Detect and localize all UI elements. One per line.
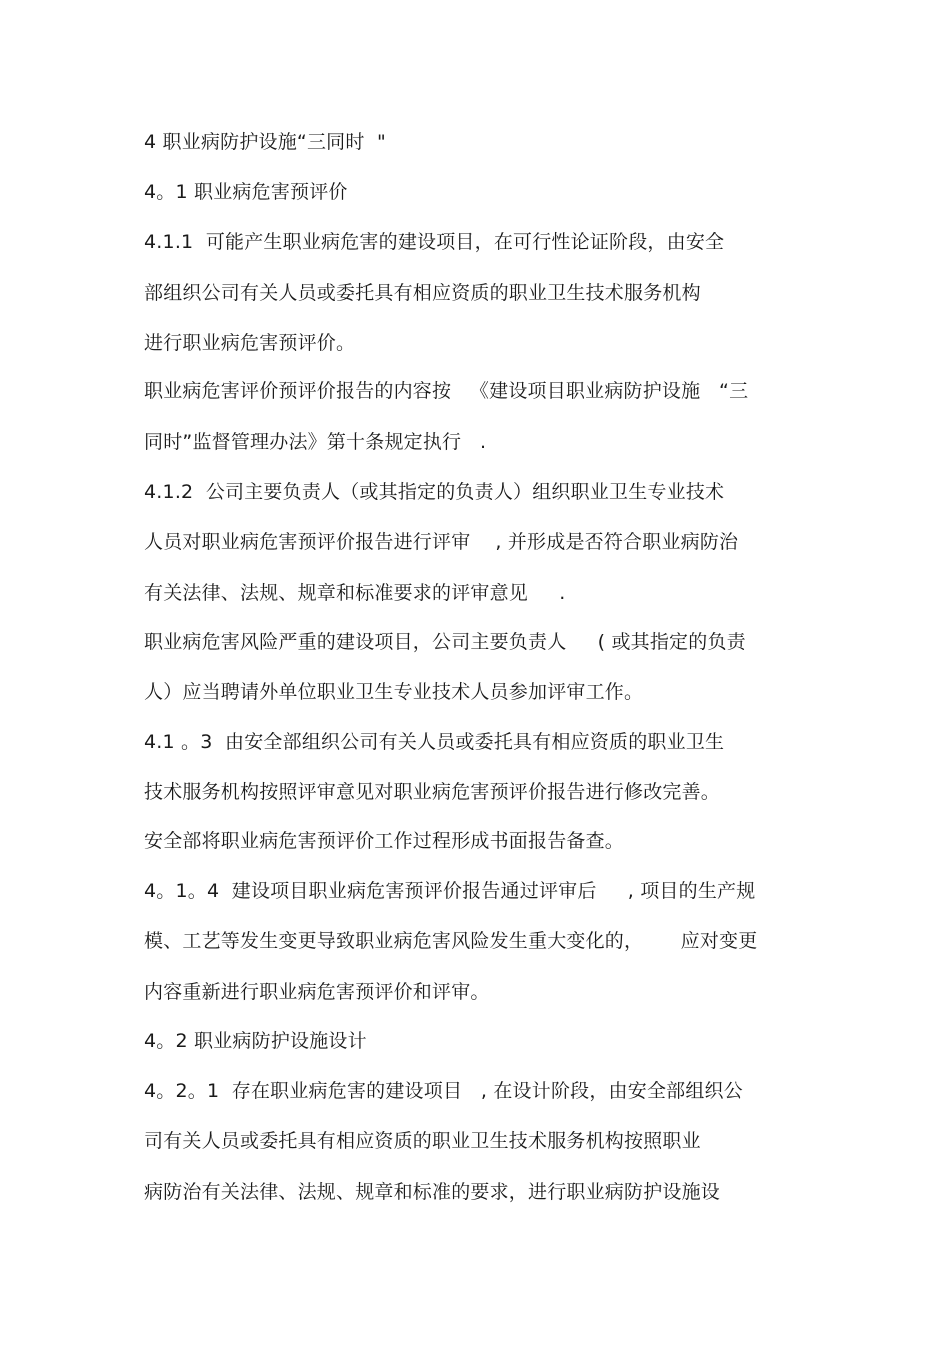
paragraph-line: 安全部将职业病危害预评价工作过程形成书面报告备查。: [144, 830, 625, 852]
paragraph-line: 司有关人员或委托具有相应资质的职业卫生技术服务机构按照职业: [144, 1130, 701, 1152]
paragraph-line: 有关法律、法规、规章和标准要求的评审意见 .: [144, 582, 566, 604]
paragraph-line: 职业病危害风险严重的建设项目，公司主要负责人 ( 或其指定的负责: [144, 631, 746, 653]
paragraph-line: 同时”监督管理办法》第十条规定执行 .: [144, 431, 487, 453]
subsection-heading: 4。2 职业病防护设施设计: [144, 1030, 367, 1052]
paragraph-line: 4.1.1 可能产生职业病危害的建设项目，在可行性论证阶段，由安全: [144, 231, 725, 253]
paragraph-line: 4。2。1 存在职业病危害的建设项目 , 在设计阶段，由安全部组织公: [144, 1080, 743, 1102]
paragraph-line: 进行职业病危害预评价。: [144, 332, 356, 354]
paragraph-line: 病防治有关法律、法规、规章和标准的要求，进行职业病防护设施设: [144, 1181, 721, 1203]
paragraph-line: 4.1.2 公司主要负责人（或其指定的负责人）组织职业卫生专业技术: [144, 481, 725, 503]
paragraph-line: 内容重新进行职业病危害预评价和评审。: [144, 981, 490, 1003]
paragraph-line: 4.1 。3 由安全部组织公司有关人员或委托具有相应资质的职业卫生: [144, 731, 725, 753]
paragraph-line: 职业病危害评价预评价报告的内容按 《建设项目职业病防护设施 “三: [144, 380, 749, 402]
paragraph-line: 模、工艺等发生变更导致职业病危害风险发生重大变化的， 应对变更: [144, 930, 758, 952]
paragraph-line: 人员对职业病危害预评价报告进行评审 , 并形成是否符合职业病防治: [144, 531, 739, 553]
paragraph-line: 人）应当聘请外单位职业卫生专业技术人员参加评审工作。: [144, 681, 644, 703]
paragraph-line: 4。1。4 建设项目职业病危害预评价报告通过评审后 , 项目的生产规: [144, 880, 756, 902]
paragraph-line: 技术服务机构按照评审意见对职业病危害预评价报告进行修改完善。: [144, 781, 721, 803]
section-heading: 4 职业病防护设施“三同时 ": [144, 131, 386, 153]
subsection-heading: 4。1 职业病危害预评价: [144, 181, 348, 203]
paragraph-line: 部组织公司有关人员或委托具有相应资质的职业卫生技术服务机构: [144, 282, 701, 304]
